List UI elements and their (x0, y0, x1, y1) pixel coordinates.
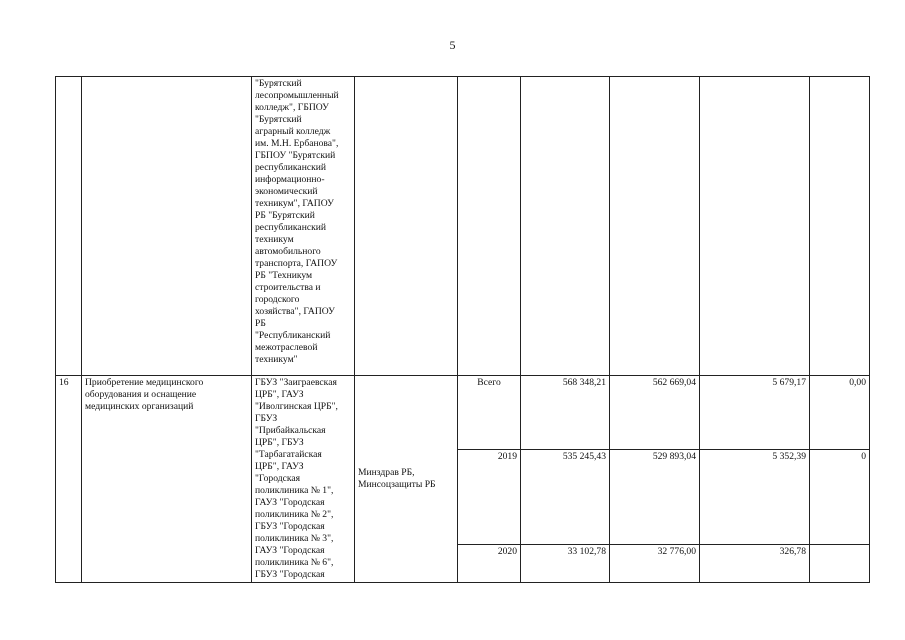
executors-text: ГБУЗ "Заиграевская ЦРБ", ГАУЗ "Иволгинская ЦРБ", ГБУЗ "Прибайкальская ЦРБ", ГБУЗ "Тарбагатайская ЦРБ", ГАУЗ "Городская поликлиника № 1", ГАУЗ "Городская поликлиника № 2", ГБУЗ "Городская поликлиника № 3", ГАУЗ "Городская поликлиника № 6", ГБУЗ "Городская (255, 377, 338, 580)
cell-responsible (355, 77, 458, 376)
cell-other (810, 77, 870, 376)
cell-federal: 529 893,04 (610, 450, 700, 545)
cell-period: Всего (458, 376, 521, 450)
cell-period (458, 77, 521, 376)
cell-other (810, 545, 870, 583)
cell-total: 33 102,78 (521, 545, 610, 583)
table-row-16-total (56, 376, 870, 450)
cell-regional (700, 77, 810, 376)
cell-regional: 326,78 (700, 545, 810, 583)
cell-total: 568 348,21 (521, 376, 610, 450)
cell-other: 0,00 (810, 376, 870, 450)
responsible-text: Минздрав РБ, Минсоцзащиты РБ (358, 467, 436, 490)
executors-text: "Бурятский лесопромышленный колледж", ГБПОУ "Бурятский аграрный колледж им. М.Н. Ербанова", ГБПОУ "Бурятский республиканский информационно- экономический техникум", ГАПОУ РБ "Бурятский республиканский техникум автомобильного транспорта, ГАПОУ РБ "Техникум строительства и городского хозяйства", ГАПОУ РБ "Республиканский межотраслевой техникум" (255, 78, 339, 365)
cell-federal: 32 776,00 (610, 545, 700, 583)
cell-number (56, 77, 82, 376)
cell-total: 535 245,43 (521, 450, 610, 545)
cell-executors (252, 376, 355, 583)
program-table (55, 76, 870, 583)
cell-total (521, 77, 610, 376)
cell-responsible (355, 376, 458, 583)
cell-executors (252, 77, 355, 376)
cell-regional: 5 679,17 (700, 376, 810, 450)
cell-period: 2019 (458, 450, 521, 545)
cell-federal: 562 669,04 (610, 376, 700, 450)
page-number: 5 (449, 38, 456, 52)
cell-regional: 5 352,39 (700, 450, 810, 545)
cell-other: 0 (810, 450, 870, 545)
cell-number: 16 (56, 376, 82, 583)
cell-federal (610, 77, 700, 376)
cell-name: Приобретение медицинского оборудования и оснащение медицинских организаций (82, 376, 252, 583)
table-row-continuation (56, 77, 870, 376)
cell-name (82, 77, 252, 376)
cell-period: 2020 (458, 545, 521, 583)
